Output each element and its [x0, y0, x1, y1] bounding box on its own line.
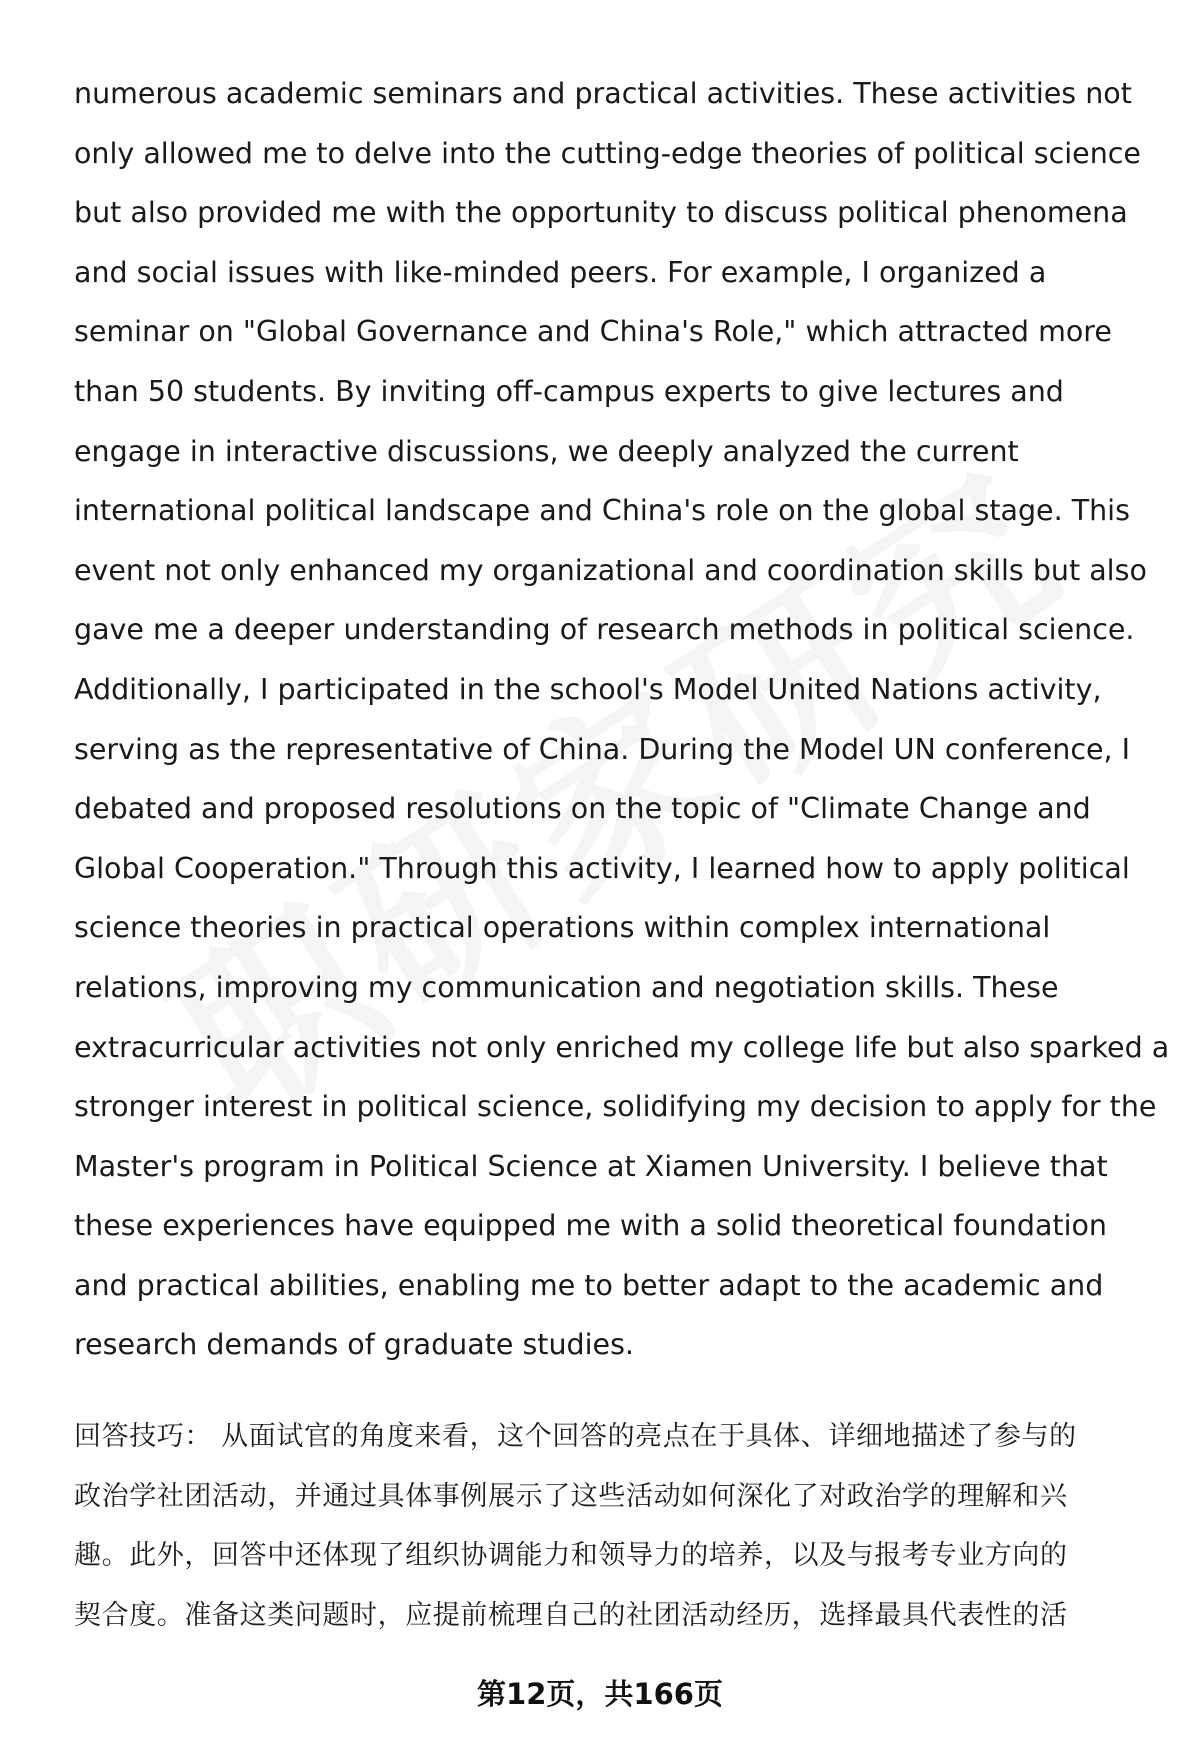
body-line: numerous academic seminars and practical activities. These activities not: [74, 77, 1132, 110]
body-line: international political landscape and China's role on the global stage. This: [74, 494, 1130, 528]
body-line: engage in interactive discussions, we deeply analyzed the current: [74, 434, 1019, 468]
body-line: stronger interest in political science, solidifying my decision to apply for the: [74, 1090, 1157, 1124]
page-content: [74, 64, 1170, 1645]
body-line: only allowed me to delve into the cutting-edge theories of political science: [74, 136, 1141, 170]
body-line: relations, improving my communication and negotiation skills. These: [74, 970, 1059, 1004]
tips-line: 契合度。准备这类问题时，应提前梳理自己的社团活动经历，选择最具代表性的活: [74, 1599, 1068, 1631]
body-line: gave me a deeper understanding of research methods in political science.: [74, 613, 1135, 647]
body-line: these experiences have equipped me with a solid theoretical foundation: [74, 1209, 1107, 1243]
body-line: Master's program in Political Science at Xiamen University. I believe that: [74, 1149, 1108, 1183]
page-number: 第12页，共166页: [477, 1677, 723, 1711]
body-line: than 50 students. By inviting off-campus experts to give lectures and: [74, 374, 1064, 408]
body-line: but also provided me with the opportunity to discuss political phenomena: [74, 196, 1128, 230]
body-line: Additionally, I participated in the school's Model United Nations activity,: [74, 672, 1102, 706]
answer-tips: [74, 1407, 1164, 1645]
body-line: serving as the representative of China. During the Model UN conference, I: [74, 732, 1131, 766]
body-line: research demands of graduate studies.: [74, 1328, 634, 1362]
body-line: and social issues with like-minded peers. For example, I organized a: [74, 255, 1047, 289]
body-line: debated and proposed resolutions on the topic of "Climate Change and: [74, 792, 1091, 826]
tips-line: 政治学社团活动，并通过具体事例展示了这些活动如何深化了对政治学的理解和兴: [74, 1480, 1068, 1512]
tips-line: 趣。此外，回答中还体现了组织协调能力和领导力的培养，以及与报考专业方向的: [74, 1540, 1068, 1572]
body-line: and practical abilities, enabling me to better adapt to the academic and: [74, 1268, 1104, 1302]
tips-line: 回答技巧： 从面试官的角度来看，这个回答的亮点在于具体、详细地描述了参与的: [74, 1421, 1077, 1453]
body-line: seminar on "Global Governance and China's Role," which attracted more: [74, 315, 1112, 349]
body-line: Global Cooperation." Through this activity, I learned how to apply political: [74, 851, 1130, 885]
body-line: event not only enhanced my organizational and coordination skills but also: [74, 553, 1147, 587]
body-line: extracurricular activities not only enriched my college life but also sparked a: [74, 1030, 1170, 1064]
body-line: science theories in practical operations within complex international: [74, 911, 1051, 945]
body-paragraph: [74, 64, 1170, 1375]
